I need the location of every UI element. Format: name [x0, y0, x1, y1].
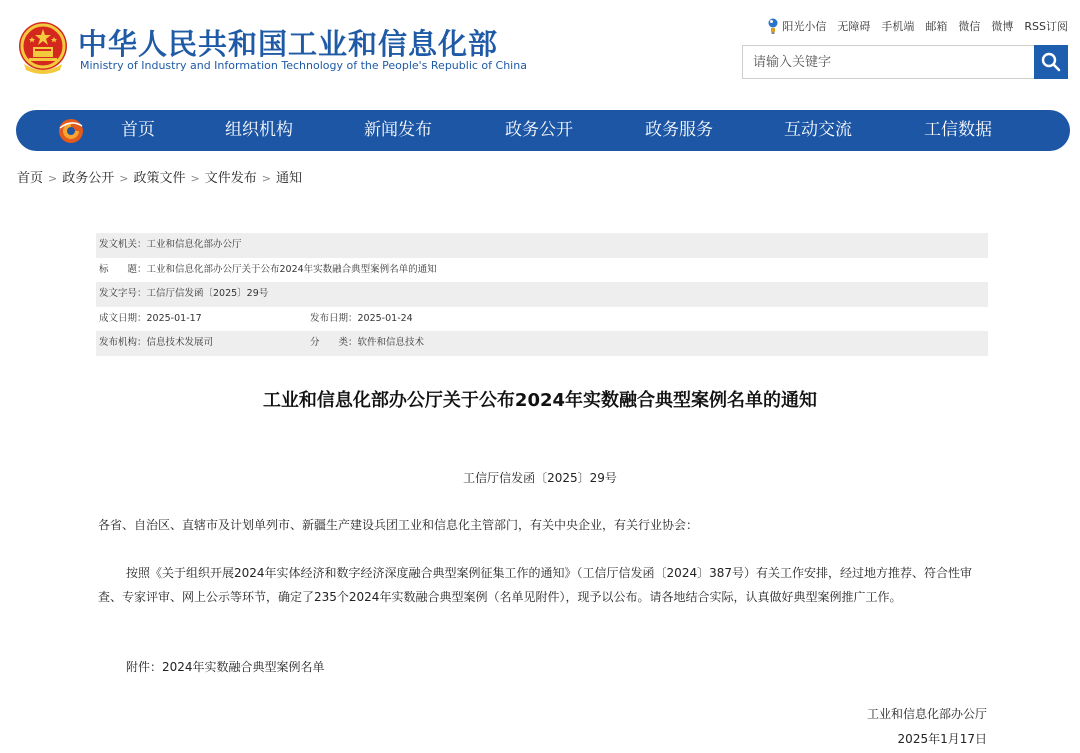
- bulb-icon: [766, 17, 780, 35]
- search-box: [742, 45, 1068, 79]
- info-row: [96, 233, 988, 258]
- nav-data[interactable]: 工信数据: [924, 120, 992, 140]
- chevron-right-icon: >: [190, 172, 200, 185]
- nav-interaction[interactable]: 互动交流: [784, 120, 852, 140]
- nav-organization[interactable]: 组织机构: [225, 120, 293, 140]
- top-links: [766, 17, 1068, 35]
- info-doc-number: 发文字号：工信厅信发函〔2025〕29号: [99, 288, 269, 300]
- info-category: 分 类：软件和信息技术: [310, 337, 425, 349]
- accessibility-link[interactable]: 无障碍: [837, 20, 871, 33]
- nav-government-affairs[interactable]: 政务公开: [505, 120, 573, 140]
- document-title: 工业和信息化部办公厅关于公布2024年实数融合典型案例名单的通知: [262, 390, 818, 411]
- search-input[interactable]: [743, 46, 1035, 78]
- chevron-right-icon: >: [119, 172, 129, 185]
- top-link-label: 阳光小信: [782, 20, 827, 33]
- nav-home[interactable]: 首页: [121, 120, 155, 140]
- breadcrumb-government-affairs[interactable]: 政务公开: [62, 171, 115, 186]
- search-icon: [1041, 52, 1061, 72]
- document-info-table: [96, 233, 988, 356]
- mobile-link[interactable]: 手机端: [881, 20, 915, 33]
- search-button[interactable]: [1034, 45, 1068, 79]
- nav-government-services[interactable]: 政务服务: [645, 120, 713, 140]
- site-title-cn[interactable]: 中华人民共和国工业和信息化部: [78, 27, 499, 61]
- site-title-en[interactable]: Ministry of Industry and Information Technology of the People's Republic of China: [80, 59, 527, 72]
- info-publish-date: 发布日期：2025-01-24: [310, 312, 413, 324]
- rss-link[interactable]: RSS订阅: [1024, 20, 1068, 33]
- main-nav: [16, 110, 1070, 151]
- document-salutation: 各省、自治区、直辖市及计划单列市、新疆生产建设兵团工业和信息化主管部门，有关中央企业，有关行业协会：: [98, 518, 699, 532]
- national-emblem-icon[interactable]: [16, 20, 70, 76]
- chevron-right-icon: >: [48, 172, 58, 185]
- info-created-date: 成文日期：2025-01-17: [99, 312, 202, 324]
- chevron-right-icon: >: [261, 172, 271, 185]
- info-row: [96, 258, 988, 283]
- sunshine-link[interactable]: [766, 17, 826, 35]
- breadcrumb-file-release[interactable]: 文件发布: [204, 171, 257, 186]
- nav-news[interactable]: 新闻发布: [364, 120, 432, 140]
- document-attachment[interactable]: 附件：2024年实数融合典型案例名单: [126, 660, 325, 674]
- nav-logo-icon[interactable]: [56, 116, 86, 146]
- breadcrumb-policy-files[interactable]: 政策文件: [133, 171, 186, 186]
- info-row: [96, 282, 988, 307]
- document-body: 按照《关于组织开展2024年实体经济和数字经济深度融合典型案例征集工作的通知》（工信厅信发函〔2024〕387号）有关工作安排，经过地方推荐、符合性审查、专家评审、网上公示等环节，确定了235个2024年实数融合典型案例（名单见附件），现予以公布。请各地结合实际，认真做好典型案例推广工作。: [98, 566, 972, 604]
- wechat-link[interactable]: 微信: [958, 20, 981, 33]
- site-header: [0, 0, 1080, 100]
- weibo-link[interactable]: 微博: [991, 20, 1014, 33]
- mail-link[interactable]: 邮箱: [925, 20, 948, 33]
- document-signature-date: 2025年1月17日: [897, 732, 987, 746]
- info-title: 标 题：工业和信息化部办公厅关于公布2024年实数融合典型案例名单的通知: [99, 263, 437, 275]
- document-signature-org: 工业和信息化部办公厅: [866, 707, 987, 721]
- info-row: [96, 331, 988, 356]
- document-number: 工信厅信发函〔2025〕29号: [463, 471, 617, 485]
- breadcrumb: [17, 167, 302, 186]
- info-row: [96, 307, 988, 332]
- breadcrumb-home[interactable]: 首页: [17, 171, 44, 186]
- info-issuer: 发文机关：工业和信息化部办公厅: [99, 239, 242, 250]
- breadcrumb-notice[interactable]: 通知: [275, 171, 302, 186]
- info-publisher: 发布机构：信息技术发展司: [99, 337, 214, 349]
